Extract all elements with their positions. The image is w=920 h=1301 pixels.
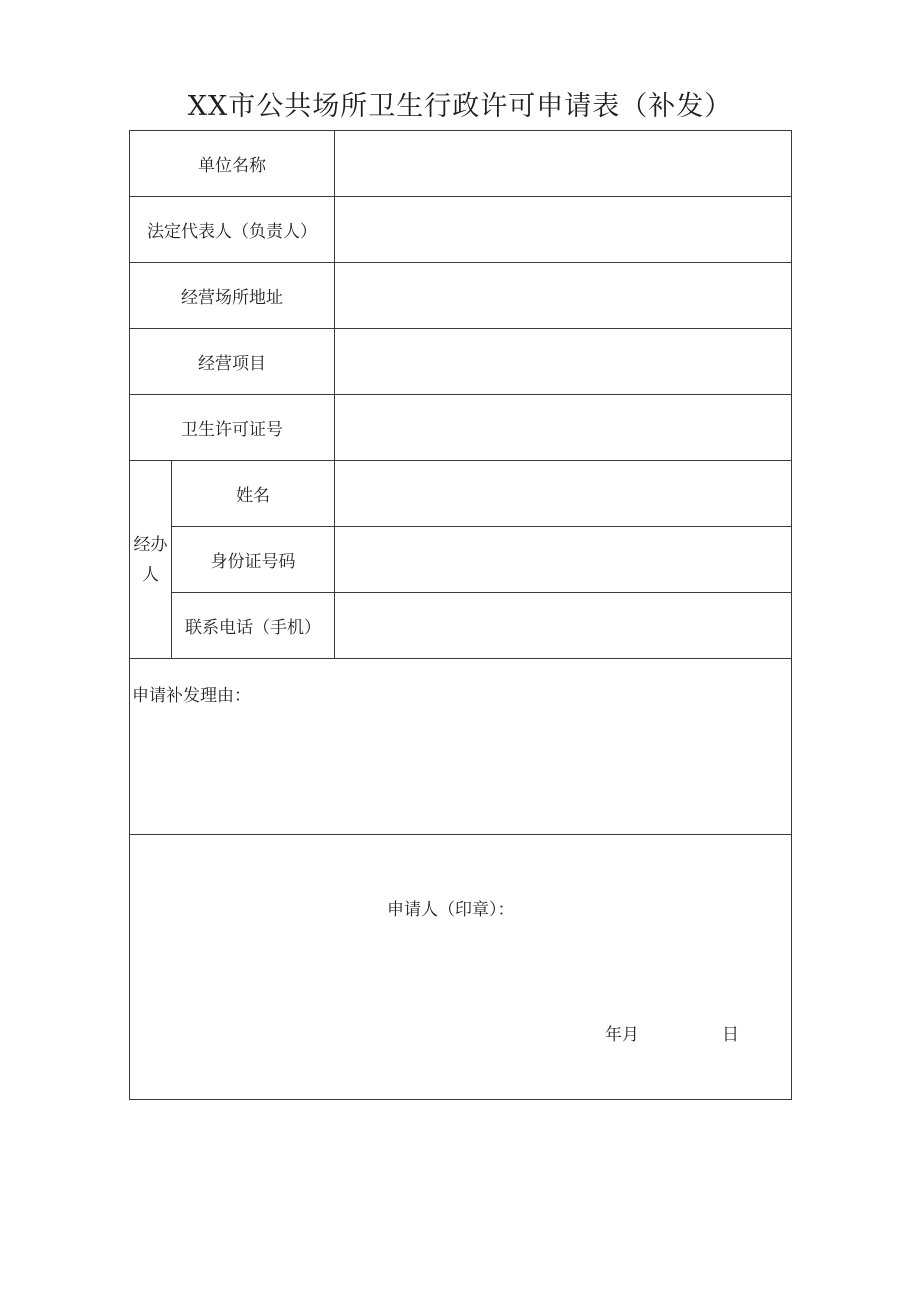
agent-group-label-line2: 人 [142,564,159,585]
address-field[interactable] [335,263,792,329]
business-items-field[interactable] [335,329,792,395]
business-items-label: 经营项目 [130,329,335,395]
date-day-label: 日 [722,1025,739,1045]
row-agent-id [130,527,792,593]
agent-phone-field[interactable] [335,593,792,659]
agent-phone-label: 联系电话（手机） [172,593,335,659]
row-business-items [130,329,792,395]
row-license-no [130,395,792,461]
applicant-seal-label: 申请人（印章）： [387,900,515,920]
legal-rep-field[interactable] [335,197,792,263]
agent-name-label: 姓名 [172,461,335,527]
agent-group-label [130,461,172,659]
reason-field[interactable] [130,659,792,835]
signature-area [130,835,792,1100]
address-label: 经营场所地址 [130,263,335,329]
license-no-label: 卫生许可证号 [130,395,335,461]
unit-name-field[interactable] [335,131,792,197]
row-legal-rep [130,197,792,263]
agent-id-label: 身份证号码 [172,527,335,593]
row-unit-name [130,131,792,197]
agent-id-field[interactable] [335,527,792,593]
row-signature [130,835,792,1100]
legal-rep-label: 法定代表人（负责人） [130,197,335,263]
unit-name-label: 单位名称 [130,131,335,197]
row-address [130,263,792,329]
row-agent-name [130,461,792,527]
reason-label: 申请补发理由： [132,686,251,706]
date-year-month-label: 年月 [605,1025,639,1045]
form-title: XX市公共场所卫生行政许可申请表（补发） [187,91,733,122]
license-no-field[interactable] [335,395,792,461]
agent-group-label-line1: 经办 [133,534,168,555]
agent-name-field[interactable] [335,461,792,527]
row-agent-phone [130,593,792,659]
application-form-table [129,130,792,1100]
row-reason [130,659,792,835]
